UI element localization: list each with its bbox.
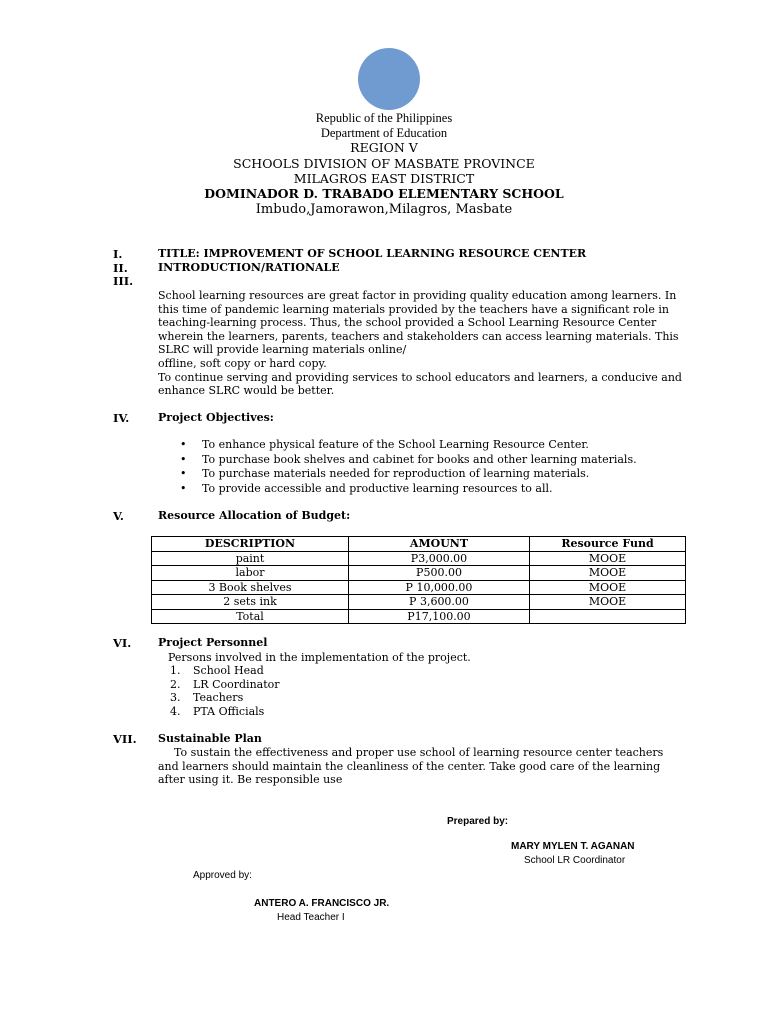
personnel-intro: Persons involved in the implementation of the project. bbox=[168, 651, 471, 664]
table-cell: labor bbox=[152, 566, 349, 581]
bullet: • bbox=[180, 452, 187, 466]
bullet: • bbox=[180, 438, 187, 451]
table-cell: 2 sets ink bbox=[152, 595, 349, 610]
plan-line: To sustain the effectiveness and proper use school of learning resource center teachers bbox=[174, 746, 664, 759]
table-cell: P17,100.00 bbox=[349, 609, 530, 624]
table-row bbox=[152, 595, 686, 610]
section-number-7: VII. bbox=[113, 732, 137, 746]
list-item bbox=[170, 705, 280, 719]
rationale-line: wherein the learners, parents, teachers and stakeholders can access learning materials. This bbox=[158, 329, 679, 343]
rationale-line: teaching-learning process. Thus, the school provided a School Learning Resource Center bbox=[158, 316, 657, 330]
header-district: MILAGROS EAST DISTRICT bbox=[293, 171, 475, 186]
table-row bbox=[152, 551, 686, 566]
personnel-name: LR Coordinator bbox=[193, 677, 280, 691]
section-number-1: I. bbox=[113, 247, 123, 261]
list-item bbox=[180, 453, 637, 468]
table-cell: MOOE bbox=[530, 580, 686, 595]
item-number: 2. bbox=[170, 677, 181, 691]
list-item bbox=[170, 664, 280, 678]
objective-text: To purchase materials needed for reproduction of learning materials. bbox=[202, 467, 590, 480]
column-header: DESCRIPTION bbox=[152, 537, 349, 552]
personnel-list bbox=[170, 664, 280, 718]
section-number-6: VI. bbox=[113, 636, 132, 650]
table-cell bbox=[530, 609, 686, 624]
section-number-4: IV. bbox=[113, 411, 130, 425]
school-logo bbox=[358, 48, 420, 110]
personnel-name: Teachers bbox=[193, 691, 244, 705]
section-number-2: II. bbox=[113, 261, 128, 275]
list-item bbox=[180, 482, 637, 497]
section-number-5: V. bbox=[113, 509, 124, 523]
approver-title: Head Teacher I bbox=[277, 912, 345, 923]
plan-line: and learners should maintain the cleanliness of the center. Take good care of the learning bbox=[158, 759, 661, 773]
table-cell: paint bbox=[152, 551, 349, 566]
objectives-list bbox=[180, 438, 637, 496]
list-item bbox=[180, 438, 637, 453]
table-cell: P500.00 bbox=[349, 566, 530, 581]
table-cell: P 10,000.00 bbox=[349, 580, 530, 595]
list-item bbox=[170, 678, 280, 692]
personnel-name: PTA Officials bbox=[193, 704, 265, 718]
prepared-by-label: Prepared by: bbox=[447, 816, 509, 827]
table-header-row bbox=[152, 537, 686, 552]
header-republic: Republic of the Philippines bbox=[315, 111, 453, 125]
column-header: Resource Fund bbox=[530, 537, 686, 552]
header-region: REGION V bbox=[350, 140, 418, 155]
item-number: 1. bbox=[170, 664, 181, 677]
table-row-total bbox=[152, 609, 686, 624]
preparer-title: School LR Coordinator bbox=[524, 855, 626, 866]
personnel-heading: Project Personnel bbox=[158, 636, 268, 649]
intro-heading: INTRODUCTION/RATIONALE bbox=[158, 261, 340, 274]
column-header: AMOUNT bbox=[349, 537, 530, 552]
rationale-line: School learning resources are great factor in providing quality education among learners. In bbox=[158, 289, 677, 302]
rationale-line: this time of pandemic learning materials provided by the teachers have a significant role in bbox=[158, 302, 669, 316]
objective-text: To purchase book shelves and cabinet for books and other learning materials. bbox=[202, 452, 637, 466]
plan-heading: Sustainable Plan bbox=[158, 732, 262, 745]
bullet: • bbox=[180, 481, 187, 495]
header-deped: Department of Education bbox=[320, 126, 448, 140]
table-cell: Total bbox=[152, 609, 349, 624]
budget-heading: Resource Allocation of Budget: bbox=[158, 509, 351, 522]
header-division: SCHOOLS DIVISION OF MASBATE PROVINCE bbox=[233, 156, 535, 171]
table-cell: MOOE bbox=[530, 566, 686, 581]
rationale-line: To continue serving and providing services to school educators and learners, a conducive and bbox=[158, 370, 682, 384]
plan-line: after using it. Be responsible use bbox=[158, 773, 343, 787]
personnel-name: School Head bbox=[193, 664, 264, 677]
table-cell: MOOE bbox=[530, 551, 686, 566]
plan-paragraph bbox=[158, 746, 698, 787]
table-cell: P 3,600.00 bbox=[349, 595, 530, 610]
table-cell: 3 Book shelves bbox=[152, 580, 349, 595]
item-number: 4. bbox=[170, 704, 181, 718]
rationale-paragraph bbox=[158, 289, 698, 398]
rationale-line: enhance SLRC would be better. bbox=[158, 384, 335, 398]
table-cell: P3,000.00 bbox=[349, 551, 530, 566]
budget-table bbox=[151, 536, 686, 624]
objective-text: To enhance physical feature of the School Learning Resource Center. bbox=[202, 438, 589, 451]
bullet: • bbox=[180, 467, 187, 480]
title-heading: TITLE: IMPROVEMENT OF SCHOOL LEARNING RESOURCE CENTER bbox=[158, 247, 587, 260]
preparer-name: MARY MYLEN T. AGANAN bbox=[511, 841, 635, 852]
list-item bbox=[170, 691, 280, 705]
table-cell: MOOE bbox=[530, 595, 686, 610]
school-address: Imbudo,Jamorawon,Milagros, Masbate bbox=[255, 202, 513, 217]
objectives-heading: Project Objectives: bbox=[158, 411, 274, 424]
table-row bbox=[152, 566, 686, 581]
school-name: DOMINADOR D. TRABADO ELEMENTARY SCHOOL bbox=[204, 186, 564, 201]
item-number: 3. bbox=[170, 691, 181, 705]
section-number-3: III. bbox=[113, 274, 134, 288]
rationale-line: offline, soft copy or hard copy. bbox=[158, 356, 327, 370]
list-item bbox=[180, 467, 637, 482]
rationale-line: SLRC will provide learning materials online/ bbox=[158, 343, 407, 357]
objective-text: To provide accessible and productive learning resources to all. bbox=[202, 481, 553, 495]
table-row bbox=[152, 580, 686, 595]
approved-by-label: Approved by: bbox=[193, 870, 252, 881]
approver-name: ANTERO A. FRANCISCO JR. bbox=[254, 898, 390, 909]
